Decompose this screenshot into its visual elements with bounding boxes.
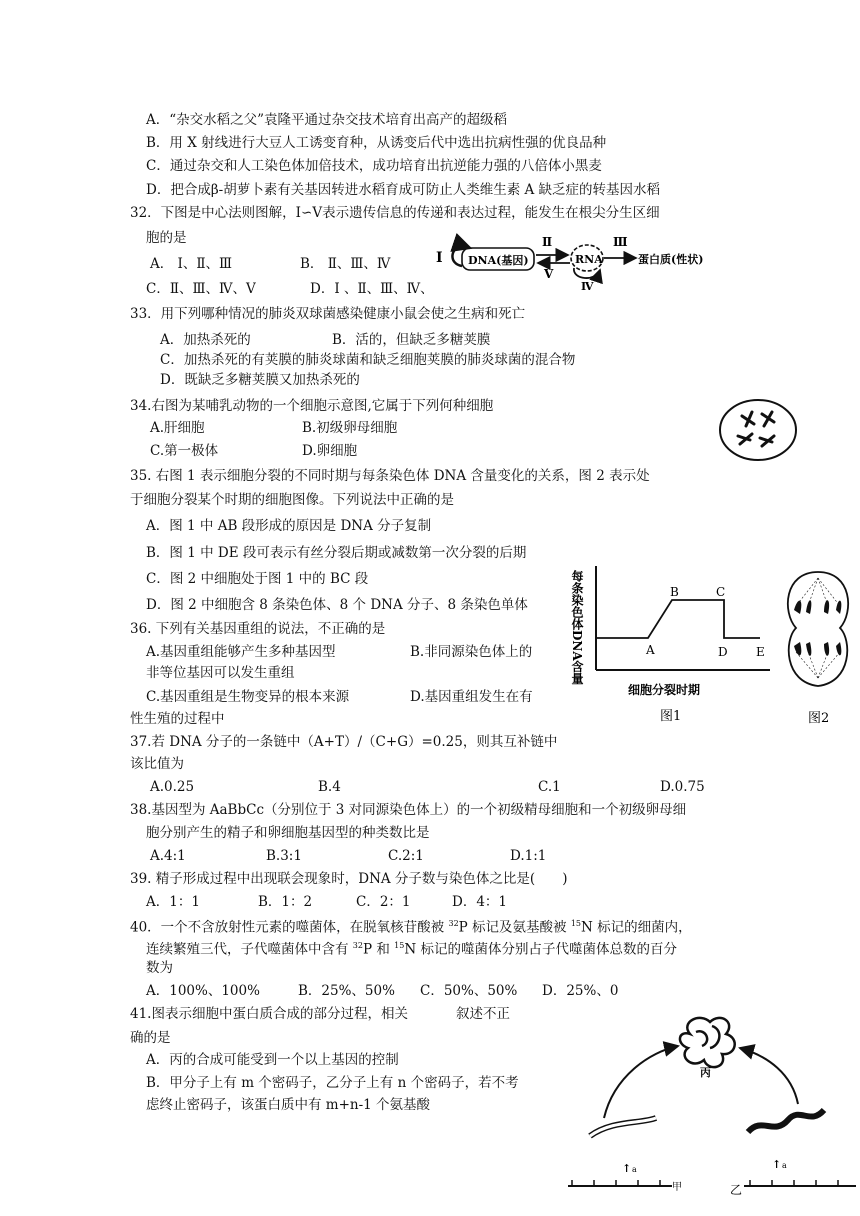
q35-stem: 35. 右图 1 表示细胞分裂的不同时期与每条染色体 DNA 含量变化的关系，图 2 表示处 [130, 468, 650, 484]
q40-stem-cont: 连续繁殖三代，子代噬菌体中含有 $^{32}$P 和 $^{15}$N 标记的噬菌体分别占子代噬菌体总数的百分 [146, 941, 677, 958]
q39-option-b: B．1：2 [258, 894, 313, 910]
point-c: C [716, 585, 726, 599]
fig2-caption: 图2 [808, 711, 830, 726]
q38-option-c: C.2:1 [388, 848, 424, 864]
svg-text:↑: ↑ [772, 1158, 782, 1171]
q36-option-b-cont: 非等位基因可以发生重组 [146, 665, 295, 681]
q31-option-d: D．把合成β-胡萝卜素有关基因转进水稻育成可防止人类维生素 A 缺乏症的转基因水稻 [146, 182, 661, 198]
q40-option-c: C．50%、50% [420, 983, 518, 999]
q31-option-a: A．“杂交水稻之父”袁隆平通过杂交技术培育出高产的超级稻 [146, 112, 508, 128]
q41-stem-cont: 确的是 [130, 1030, 171, 1046]
svg-text:↑: ↑ [622, 1162, 632, 1175]
q36-option-d-cont: 性生殖的过程中 [130, 711, 225, 727]
fig1-y-label: 每条染色体DNA含量 [570, 570, 584, 685]
q31-option-c: C．通过杂交和人工染色体加倍技术，成功培育出抗逆能力强的八倍体小黑麦 [146, 158, 602, 174]
q36-option-d: D.基因重组发生在有 [410, 689, 533, 705]
q37-option-b: B.4 [318, 779, 341, 795]
polypeptide-yi [748, 1110, 824, 1132]
q41-option-b: B．甲分子上有 m 个密码子，乙分子上有 n 个密码子，若不考 [146, 1075, 519, 1091]
q35-option-c: C．图 2 中细胞处于图 1 中的 BC 段 [146, 571, 369, 587]
q36-stem: 36. 下列有关基因重组的说法，不正确的是 [130, 621, 386, 637]
q39-option-c: C．2：1 [356, 894, 411, 910]
q35-option-d: D．图 2 中细胞含 8 条染色体、8 个 DNA 分子、8 条染色单体 [146, 597, 528, 613]
q40-option-d: D．25%、0 [542, 983, 619, 999]
rna-label: RNA [575, 253, 603, 266]
fig1-dna-curve [596, 600, 760, 638]
process-i-label: Ⅰ [436, 250, 443, 266]
q34-option-c: C.第一极体 [150, 443, 219, 459]
process-ii-label: Ⅱ [542, 235, 553, 249]
q40-option-b: B．25%、50% [298, 983, 395, 999]
figure-1-dna-content-graph [570, 558, 774, 738]
q38-option-b: B.3:1 [266, 848, 302, 864]
q36-option-c: C.基因重组是生物变异的根本来源 [146, 689, 350, 705]
q37-option-a: A.0.25 [150, 779, 195, 795]
q39-option-d: D．4：1 [452, 894, 508, 910]
q32-option-a: A． Ⅰ、Ⅱ、Ⅲ [150, 256, 233, 272]
q32-stem-cont: 胞的是 [146, 230, 187, 246]
q37-option-d: D.0.75 [660, 779, 705, 795]
q37-stem-cont: 该比值为 [130, 756, 184, 772]
figure-2-dividing-cell [778, 566, 860, 736]
q32-stem: 32．下图是中心法则图解，Ⅰ∽Ⅴ表示遗传信息的传递和表达过程，能发生在根尖分生区细 [130, 205, 660, 221]
q39-option-a: A．1：1 [146, 894, 200, 910]
point-d: D [718, 645, 728, 659]
q41-stem: 41.图表示细胞中蛋白质合成的部分过程，相关 叙述不正 [130, 1006, 510, 1022]
protein-synthesis-figure [560, 1012, 860, 1216]
process-iii-label: Ⅲ [613, 235, 628, 249]
q37-option-c: C.1 [538, 779, 561, 795]
process-iv-label: Ⅳ [581, 280, 594, 293]
q32-option-c: C．Ⅱ、Ⅲ、Ⅳ、Ⅴ [146, 281, 256, 297]
q33-option-a: A．加热杀死的 [160, 332, 251, 348]
q39-stem: 39. 精子形成过程中出现联会现象时，DNA 分子数与染色体之比是( ) [130, 871, 568, 887]
process-v-label: Ⅴ [544, 267, 554, 281]
q38-stem-cont: 胞分别产生的精子和卵细胞基因型的种类数比是 [146, 825, 430, 841]
q33-stem: 33．用下列哪种情况的肺炎双球菌感染健康小鼠会使之生病和死亡 [130, 306, 526, 322]
q33-option-d: D．既缺乏多糖荚膜又加热杀死的 [160, 372, 360, 388]
label-jia: 甲 [672, 1182, 682, 1193]
q40-stem-end: 数为 [146, 960, 173, 976]
q41-option-b-cont: 虑终止密码子，该蛋白质中有 m+n-1 个氨基酸 [146, 1097, 431, 1113]
q40-stem: 40．一个不含放射性元素的噬菌体，在脱氧核苷酸被 $^{32}$P 标记及氨基酸被 $^{15}$N 标记的细菌内， [130, 919, 692, 936]
q35-option-b: B．图 1 中 DE 段可表示有丝分裂后期或减数第一次分裂的后期 [146, 545, 527, 561]
q40-option-a: A．100%、100% [146, 983, 260, 999]
q38-option-a: A.4:1 [150, 848, 186, 864]
q34-option-d: D.卵细胞 [302, 443, 358, 459]
q35-option-a: A．图 1 中 AB 段形成的原因是 DNA 分子复制 [146, 518, 432, 534]
protein-label: 蛋白质(性状) [638, 253, 704, 266]
q36-option-b: B.非同源染色体上的 [410, 644, 533, 660]
cell-diagram-q34 [716, 396, 800, 464]
q41-option-a: A．丙的合成可能受到一个以上基因的控制 [146, 1052, 399, 1068]
q34-option-a: A.肝细胞 [150, 420, 205, 436]
q38-stem: 38.基因型为 AaBbCc（分别位于 3 对同源染色体上）的一个初级精母细胞和一个初级卵母细 [130, 802, 687, 818]
dna-label: DNA(基因) [468, 254, 529, 267]
fig1-caption: 图1 [660, 709, 682, 724]
fig1-x-label: 细胞分裂时期 [628, 683, 701, 697]
q37-stem: 37.若 DNA 分子的一条链中（A+T）/（C+G）=0.25，则其互补链中 [130, 734, 558, 750]
q31-option-b: B．用 X 射线进行大豆人工诱变育种，从诱变后代中选出抗病性强的优良品种 [146, 135, 607, 151]
label-bing: 丙 [700, 1066, 711, 1079]
q34-option-b: B.初级卵母细胞 [302, 420, 398, 436]
q38-option-d: D.1:1 [510, 848, 547, 864]
central-dogma-diagram [434, 232, 714, 292]
label-a-right: a [782, 1161, 787, 1170]
point-b: B [670, 585, 679, 599]
q34-stem: 34.右图为某哺乳动物的一个细胞示意图,它属于下列何种细胞 [130, 398, 494, 414]
q35-stem-cont: 于细胞分裂某个时期的细胞图像。下列说法中正确的是 [130, 492, 454, 508]
label-yi: 乙 [730, 1183, 743, 1197]
label-a-left: a [632, 1165, 637, 1174]
q32-option-b: B． Ⅱ、Ⅲ、Ⅳ [300, 256, 391, 272]
q36-option-a: A.基因重组能够产生多种基因型 [146, 644, 336, 660]
q33-option-c: C．加热杀死的有荚膜的肺炎球菌和缺乏细胞荚膜的肺炎球菌的混合物 [160, 352, 576, 368]
point-e: E [756, 645, 765, 659]
point-a: A [646, 643, 655, 657]
q32-option-d: D．Ⅰ 、Ⅱ、Ⅲ、Ⅳ、 [310, 281, 434, 297]
q33-option-b: B．活的，但缺乏多糖荚膜 [332, 332, 491, 348]
